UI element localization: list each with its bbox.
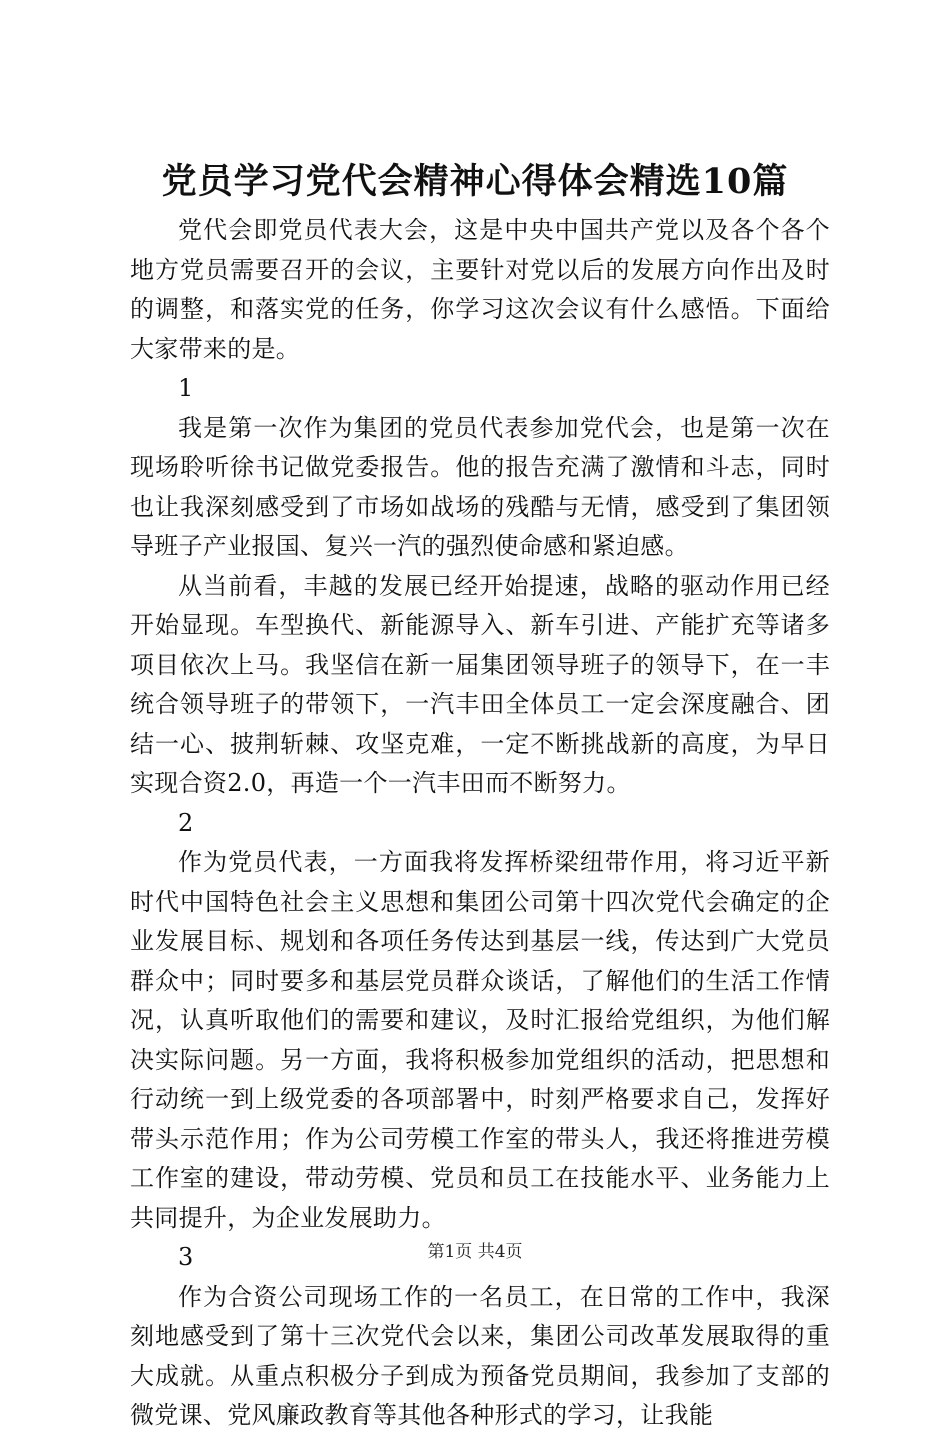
section-paragraph: 我是第一次作为集团的党员代表参加党代会，也是第一次在现场聆听徐书记做党委报告。他的报告充满了激情和斗志，同时也让我深刻感受到了市场如战场的残酷与无情，感受到了集团领导班子产业报国、复兴一汽的强烈使命感和紧迫感。 [130, 413, 830, 560]
section-paragraph: 作为合资公司现场工作的一名员工，在日常的工作中，我深刻地感受到了第十三次党代会以来，集团公司改革发展取得的重大成就。从重点积极分子到成为预备党员期间，我参加了支部的微党课、党风廉政教育等其他各种形式的学习，让我能 [130, 1282, 830, 1429]
section-paragraph: 作为党员代表，一方面我将发挥桥梁纽带作用，将习近平新时代中国特色社会主义思想和集团公司第十四次党代会确定的企业发展目标、规划和各项任务传达到基层一线，传达到广大党员群众中；同时要多和基层党员群众谈话，了解他们的生活工作情况，认真听取他们的需要和建议，及时汇报给党组织，为他们解决实际问题。另一方面，我将积极参加党组织的活动，把思想和行动统一到上级党委的各项部署中，时刻严格要求自己，发挥好带头示范作用；作为公司劳模工作室的带头人，我还将推进劳模工作室的建设，带动劳模、党员和员工在技能水平、业务能力上共同提升，为企业发展助力。 [130, 848, 830, 1232]
section-paragraph: 从当前看，丰越的发展已经开始提速，战略的驱动作用已经开始显现。车型换代、新能源导入、新车引进、产能扩充等诸多项目依次上马。我坚信在新一届集团领导班子的领导下，在一丰统合领导班子的带领下，一汽丰田全体员工一定会深度融合、团结一心、披荆斩棘、攻坚克难，一定不断挑战新的高度，为早日实现合资2.0，再造一个一汽丰田而不断努力。 [130, 571, 830, 797]
section-number: 3 [178, 1243, 194, 1271]
page-footer: 第1页 共4页 [427, 1242, 523, 1262]
section-number: 2 [178, 808, 194, 837]
document-title: 党员学习党代会精神心得体会精选10篇 [161, 161, 789, 202]
intro-paragraph: 党代会即党员代表大会，这是中央中国共产党以及各个各个地方党员需要召开的会议，主要针对党以后的发展方向作出及时的调整，和落实党的任务，你学习这次会议有什么感悟。下面给大家带来的是。 [130, 216, 830, 363]
section-number: 1 [178, 374, 194, 402]
